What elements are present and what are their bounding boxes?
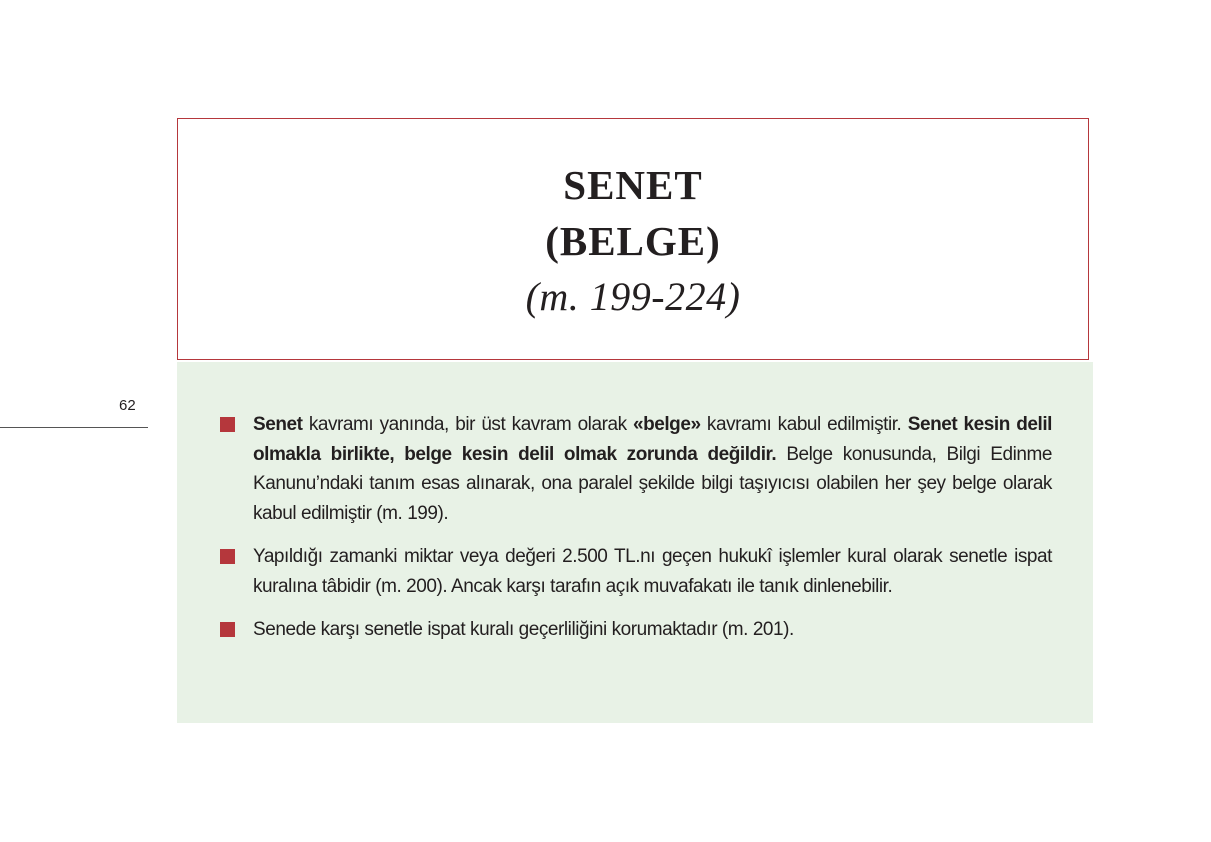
bullet-item bbox=[220, 615, 1052, 645]
page-number-rule bbox=[0, 427, 148, 428]
bullet-item bbox=[220, 410, 1052, 528]
square-bullet-icon bbox=[220, 417, 235, 432]
bullet-text: Belge konusunda, Bilgi Edinme Kanunu’ndaki tanım esas alınarak, ona paralel şekilde bilgi taşıyıcısı olabilen her şey belge olarak kabul edilmiştir (m. 199). bbox=[253, 443, 1052, 524]
bullet-text: kavramı kabul edilmiştir. bbox=[700, 414, 908, 435]
square-bullet-icon bbox=[220, 549, 235, 564]
page-number: 62 bbox=[119, 397, 136, 414]
article-reference: (m. 199-224) bbox=[525, 274, 741, 319]
chapter-title-box bbox=[177, 118, 1089, 360]
bullet-text: kavramı yanında, bir üst kavram olarak bbox=[302, 414, 633, 435]
chapter-title: SENET bbox=[563, 162, 703, 208]
bullet-text-bold: «belge» bbox=[632, 414, 701, 435]
bullet-list bbox=[220, 410, 1052, 659]
bullet-text: Yapıldığı zamanki miktar veya değeri 2.500 TL.nı geçen hukukî işlemler kural olarak senetle ispat kuralına tâbidir (m. 200). Ancak karşı tarafın açık muvafakatı ile tanık dinlenebilir. bbox=[253, 546, 1052, 597]
bullet-text-bold: Senet kesin delil olmakla birlikte, belge kesin delil olmak zorunda değildir. bbox=[253, 414, 1052, 465]
chapter-subtitle: (BELGE) bbox=[545, 218, 721, 264]
square-bullet-icon bbox=[220, 622, 235, 637]
bullet-item bbox=[220, 542, 1052, 601]
bullet-text-bold: Senet bbox=[253, 414, 303, 435]
bullet-text: Senede karşı senetle ispat kuralı geçerliliğini korumaktadır (m. 201). bbox=[253, 619, 794, 640]
